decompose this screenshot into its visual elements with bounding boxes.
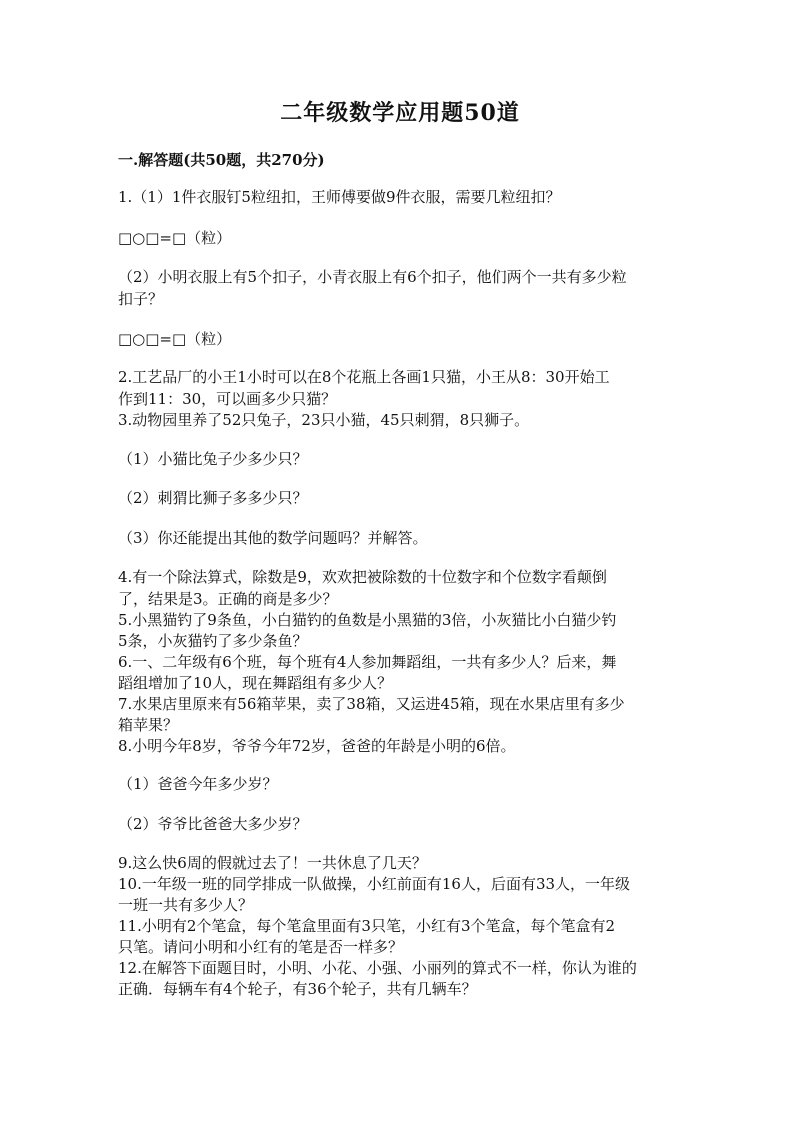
question-line: （2）小明衣服上有5个扣子，小青衣服上有6个扣子，他们两个一共有多少粒 [118, 268, 627, 286]
question-line: 7.水果店里原来有56箱苹果，卖了38箱，又运进45箱，现在水果店里有多少 [118, 695, 625, 713]
page-title: 二年级数学应用题50道 [280, 100, 520, 126]
question-line: 9.这么快6周的假就过去了！一共休息了几天？ [118, 854, 427, 872]
question-line: 一班一共有多少人？ [118, 896, 254, 914]
question-line: 箱苹果？ [118, 716, 179, 734]
question-line: 扣子？ [118, 290, 164, 308]
sub-question-line: （3）你还能提出其他的数学问题吗？并解答。 [118, 529, 428, 547]
question-line: 5.小黑猫钓了9条鱼，小白猫钓的鱼数是小黑猫的3倍，小灰猫比小白猫少钓 [118, 611, 617, 629]
question-line: 6.一、二年级有6个班，每个班有4人参加舞蹈组，一共有多少人？后来，舞 [118, 653, 617, 671]
question-line: 1.（1）1件衣服钉5粒纽扣，王师傅要做9件衣服，需要几粒纽扣？ [118, 188, 561, 206]
section-heading: 一.解答题(共50题，共270分) [118, 151, 325, 169]
question-line: 蹈组增加了10人，现在舞蹈组有多少人？ [118, 674, 393, 692]
sub-question-line: （2）刺猬比狮子多多少只？ [118, 489, 308, 507]
answer-template-line: □○□=□（粒） [118, 330, 232, 348]
question-line: 4.有一个除法算式，除数是9，欢欢把被除数的十位数字和个位数字看颠倒 [118, 568, 607, 586]
question-line: 11.小明有2个笔盒，每个笔盒里面有3只笔，小红有3个笔盒，每个笔盒有2 [118, 917, 616, 935]
question-line: 10.一年级一班的同学排成一队做操，小红前面有16人，后面有33人，一年级 [118, 875, 631, 893]
question-line: 12.在解答下面题目时，小明、小花、小强、小丽列的算式不一样，你认为谁的 [118, 959, 637, 977]
question-line: 只笔。请问小明和小红有的笔是否一样多？ [118, 938, 404, 956]
question-line: 8.小明今年8岁，爷爷今年72岁，爸爸的年龄是小明的6倍。 [118, 737, 516, 755]
question-line: 5条，小灰猫钓了多少条鱼？ [118, 632, 308, 650]
question-line: 3.动物园里养了52只兔子，23只小猫，45只刺猬，8只狮子。 [118, 411, 530, 429]
sub-question-line: （1）小猫比兔子少多少只？ [118, 450, 308, 468]
question-line: 2.工艺品厂的小王1小时可以在8个花瓶上各画1只猫，小王从8：30开始工 [118, 368, 610, 386]
question-line: 正确．每辆车有4个轮子，有36个轮子，共有几辆车？ [118, 980, 477, 998]
question-line: 作到11：30，可以画多少只猫？ [118, 390, 337, 408]
sub-question-line: （1）爸爸今年多少岁？ [118, 775, 278, 793]
answer-template-line: □○□=□（粒） [118, 229, 232, 247]
sub-question-line: （2）爷爷比爸爸大多少岁？ [118, 815, 308, 833]
question-line: 了，结果是3。正确的商是多少？ [118, 590, 338, 608]
